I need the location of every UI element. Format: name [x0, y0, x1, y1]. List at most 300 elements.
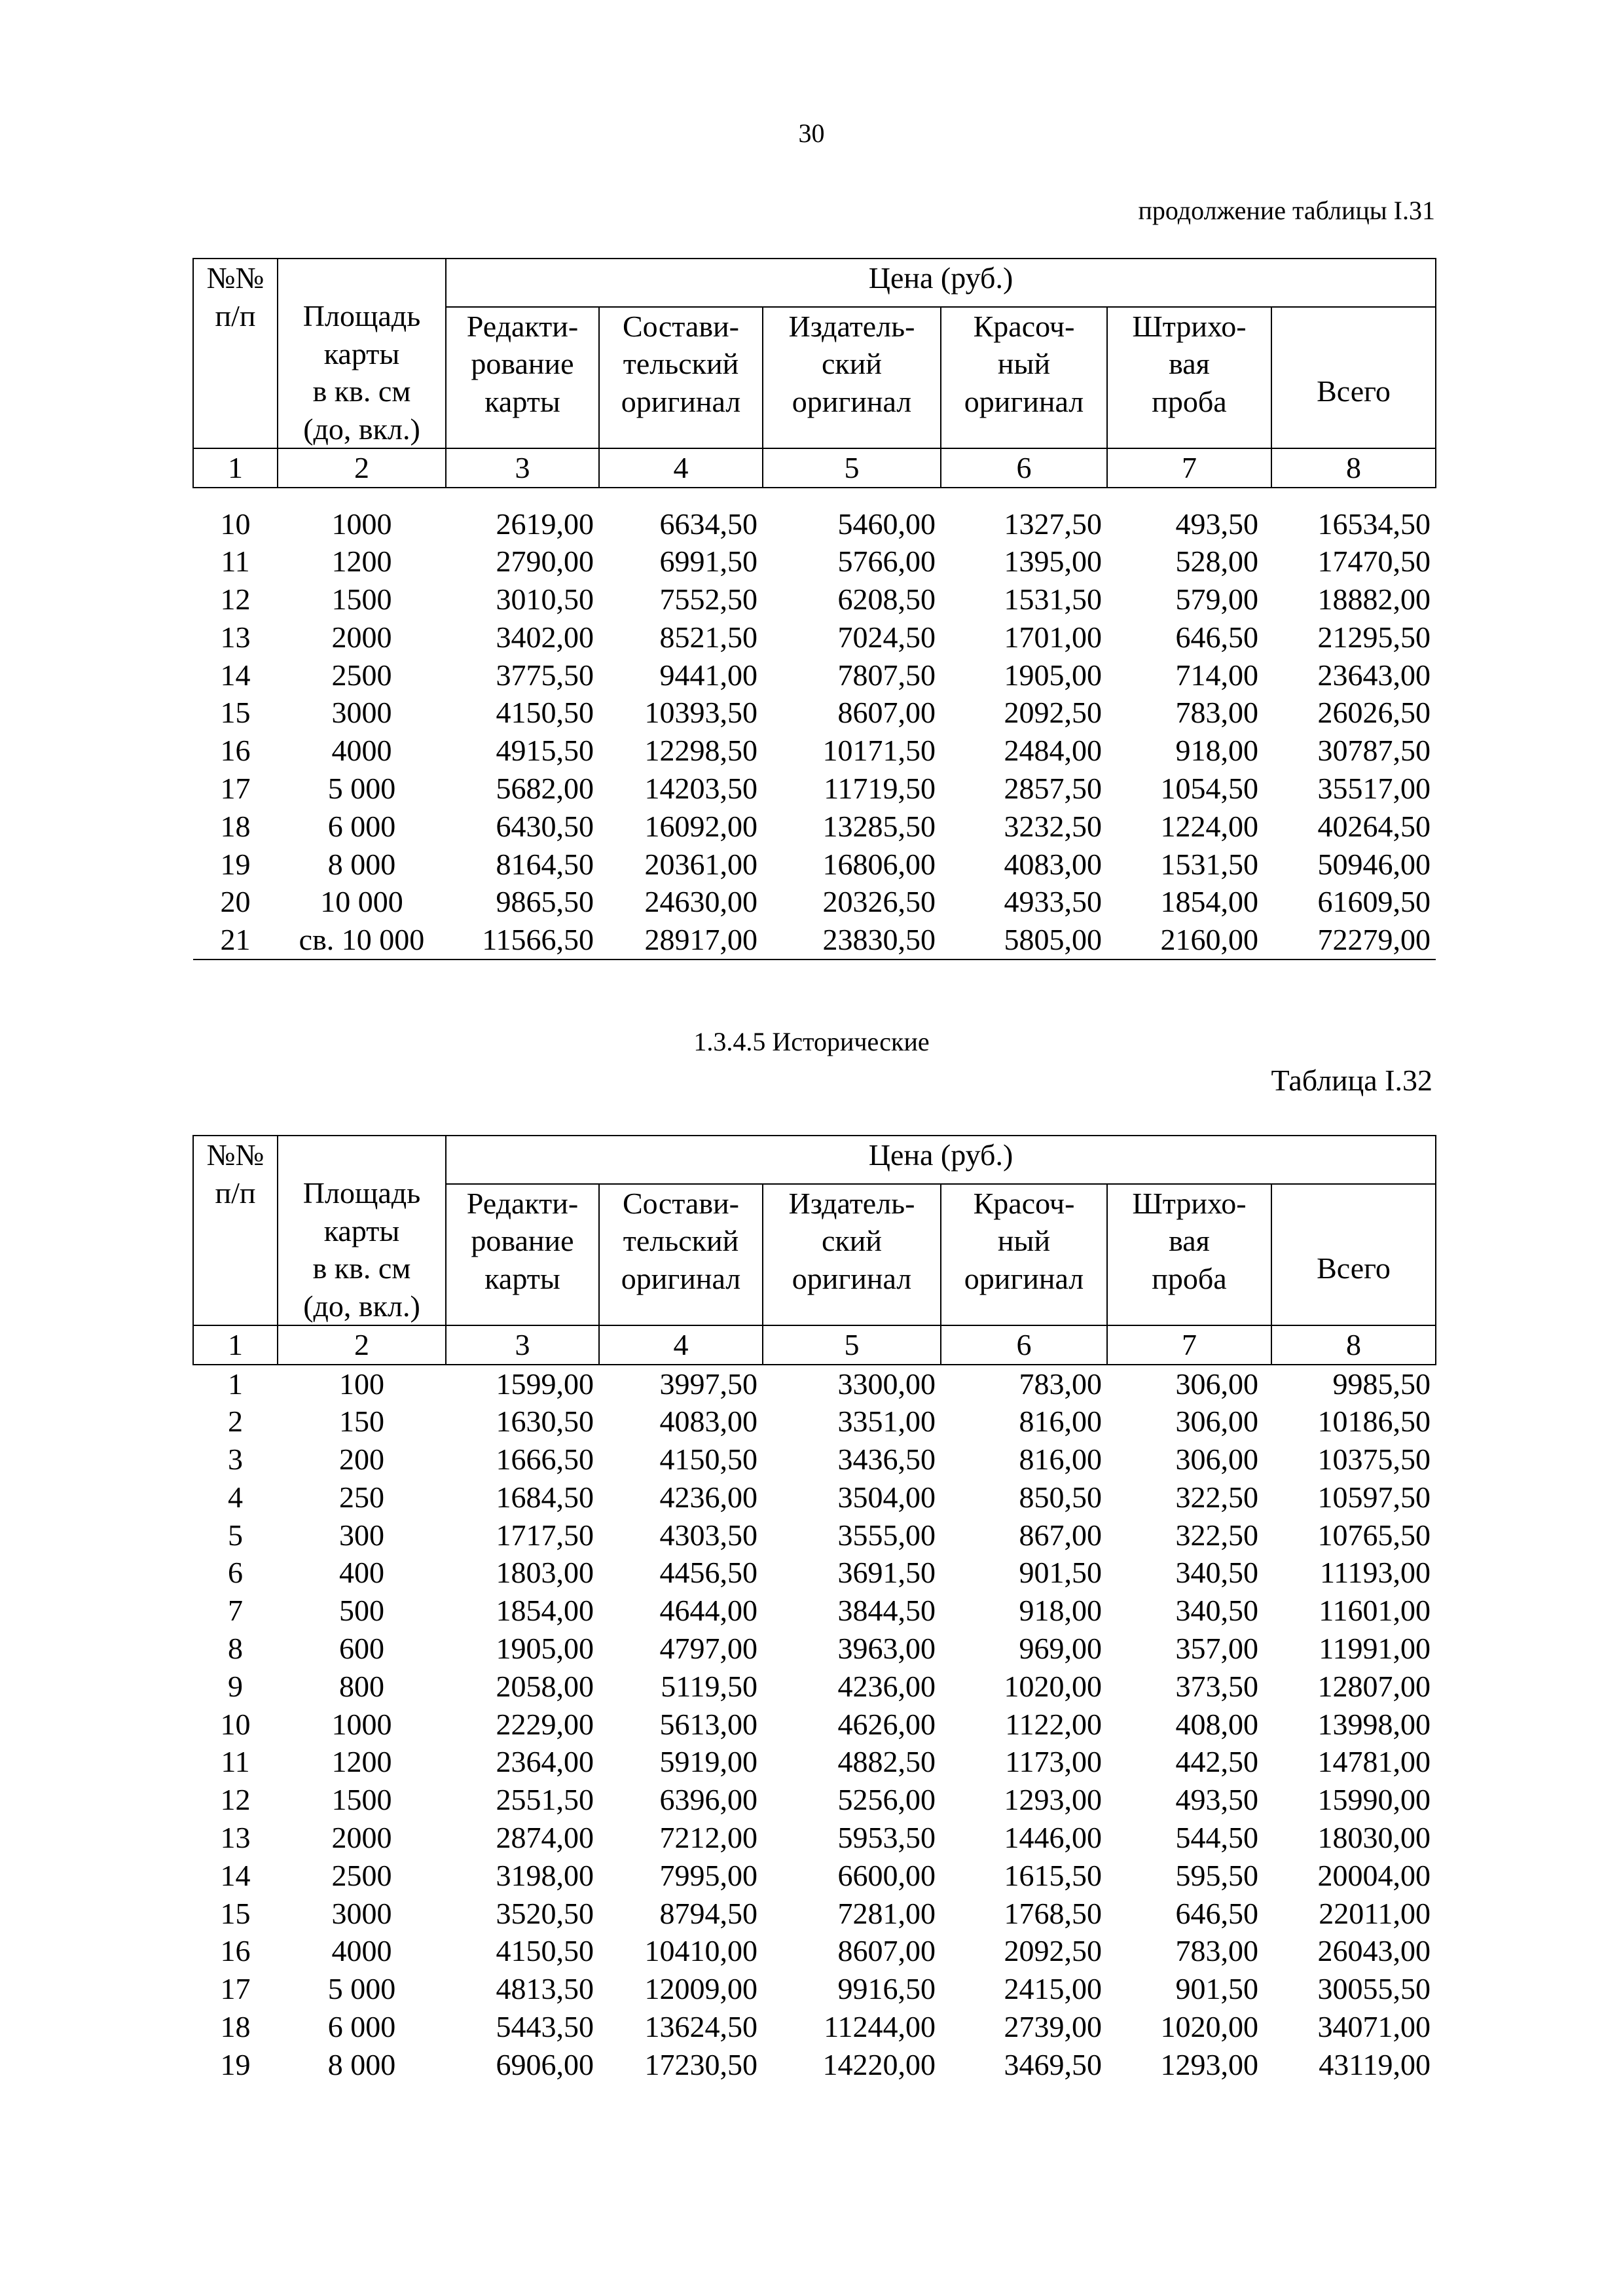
table-row — [193, 1706, 1436, 1744]
table-header — [193, 259, 1436, 488]
editing-price-cell: 6430,50 — [496, 809, 594, 843]
row-number-cell: 19 — [220, 847, 251, 881]
row-number-cell: 15 — [220, 696, 251, 730]
row-number-cell: 11 — [221, 1745, 250, 1779]
total-price-cell: 30787,50 — [1317, 734, 1431, 768]
editing-price-cell: 2551,50 — [496, 1783, 594, 1817]
compiling-price-cell: 3997,50 — [659, 1367, 757, 1401]
proof-price-cell: 544,50 — [1175, 1821, 1258, 1855]
row-number-cell: 13 — [220, 1821, 251, 1855]
compiling-price-cell: 13624,50 — [644, 2010, 757, 2044]
column-number: 3 — [446, 448, 599, 488]
row-number-cell: 12 — [220, 583, 251, 617]
editing-price-cell: 1854,00 — [496, 1594, 594, 1628]
compiling-price-cell: 10410,00 — [644, 1934, 757, 1968]
editing-price-cell: 4813,50 — [496, 1972, 594, 2006]
area-cell: 4000 — [331, 1934, 392, 1968]
table-row — [193, 694, 1436, 732]
header-number: №№ п/п — [193, 259, 278, 448]
table-row — [193, 1781, 1436, 1819]
publishing-price-cell: 6208,50 — [837, 583, 936, 617]
area-cell: 400 — [339, 1556, 384, 1590]
total-price-cell: 10597,50 — [1317, 1480, 1431, 1514]
area-cell: 2000 — [331, 620, 392, 654]
color-price-cell: 816,00 — [1019, 1443, 1102, 1477]
publishing-price-cell: 9916,50 — [837, 1972, 936, 2006]
table-row — [193, 1403, 1436, 1441]
editing-price-cell: 2364,00 — [496, 1745, 594, 1779]
row-number-cell: 9 — [228, 1669, 243, 1703]
area-cell: 250 — [339, 1480, 384, 1514]
color-price-cell: 1905,00 — [1004, 658, 1102, 692]
table-row — [193, 619, 1436, 656]
proof-price-cell: 595,50 — [1175, 1858, 1258, 1892]
area-cell: 500 — [339, 1594, 384, 1628]
publishing-price-cell: 7024,50 — [837, 620, 936, 654]
table-row — [193, 1932, 1436, 1970]
column-number: 6 — [941, 1325, 1107, 1365]
proof-price-cell: 579,00 — [1175, 583, 1258, 617]
column-number: 7 — [1107, 448, 1271, 488]
area-cell: 8 000 — [327, 847, 396, 881]
proof-price-cell: 1854,00 — [1160, 885, 1258, 919]
header-color: Красоч- ный оригинал — [941, 1184, 1107, 1325]
total-price-cell: 21295,50 — [1317, 620, 1431, 654]
compiling-price-cell: 17230,50 — [644, 2047, 757, 2081]
area-cell: 8 000 — [327, 2047, 396, 2081]
table-row — [193, 732, 1436, 770]
editing-price-cell: 3775,50 — [496, 658, 594, 692]
publishing-price-cell: 5256,00 — [837, 1783, 936, 1817]
row-number-cell: 10 — [220, 507, 251, 541]
total-price-cell: 72279,00 — [1271, 921, 1436, 960]
total-price-cell: 15990,00 — [1317, 1783, 1431, 1817]
table-body — [193, 488, 1436, 960]
table-row — [193, 2046, 1436, 2084]
compiling-price-cell: 4236,00 — [659, 1480, 757, 1514]
total-price-cell: 13998,00 — [1317, 1707, 1431, 1741]
total-price-cell: 18030,00 — [1317, 1821, 1431, 1855]
publishing-price-cell: 8607,00 — [837, 1934, 936, 1968]
row-number-cell: 16 — [220, 734, 251, 768]
publishing-price-cell: 7281,00 — [837, 1896, 936, 1930]
row-number-cell: 12 — [220, 1783, 251, 1817]
compiling-price-cell: 5613,00 — [659, 1707, 757, 1741]
publishing-price-cell: 11244,00 — [824, 2010, 936, 2044]
row-number-cell: 7 — [228, 1594, 243, 1628]
table-row — [193, 921, 1436, 960]
proof-price-cell: 646,50 — [1175, 1896, 1258, 1930]
table-row — [193, 543, 1436, 581]
table-row — [193, 770, 1436, 808]
color-price-cell: 2857,50 — [1004, 772, 1102, 806]
total-price-cell: 26043,00 — [1317, 1934, 1431, 1968]
proof-price-cell: 408,00 — [1175, 1707, 1258, 1741]
editing-price-cell: 2619,00 — [496, 507, 594, 541]
editing-price-cell: 1905,00 — [496, 1632, 594, 1666]
area-cell: св. 10 000 — [278, 921, 446, 960]
color-price-cell: 783,00 — [1019, 1367, 1102, 1401]
total-price-cell: 30055,50 — [1317, 1972, 1431, 2006]
row-number-cell: 16 — [220, 1934, 251, 1968]
header-price-group: Цена (руб.) — [446, 259, 1436, 307]
row-number-cell: 8 — [228, 1632, 243, 1666]
publishing-price-cell: 5953,50 — [837, 1821, 936, 1855]
row-number-cell: 11 — [221, 545, 250, 579]
compiling-price-cell: 4303,50 — [659, 1518, 757, 1552]
area-cell: 1000 — [331, 507, 392, 541]
color-price-cell: 2092,50 — [1004, 696, 1102, 730]
table-row — [193, 1895, 1436, 1933]
total-price-cell: 61609,50 — [1317, 885, 1431, 919]
color-price-cell: 1701,00 — [1004, 620, 1102, 654]
area-cell: 1000 — [331, 1707, 392, 1741]
column-number: 7 — [1107, 1325, 1271, 1365]
total-price-cell: 16534,50 — [1317, 507, 1431, 541]
editing-price-cell: 8164,50 — [496, 847, 594, 881]
row-number-cell: 4 — [228, 1480, 243, 1514]
compiling-price-cell: 6634,50 — [659, 507, 757, 541]
area-cell: 3000 — [331, 696, 392, 730]
proof-price-cell: 1020,00 — [1160, 2010, 1258, 2044]
proof-price-cell: 714,00 — [1175, 658, 1258, 692]
editing-price-cell: 4150,50 — [496, 1934, 594, 1968]
area-cell: 1500 — [331, 583, 392, 617]
color-price-cell: 1122,00 — [1005, 1707, 1102, 1741]
header-area: Площадь карты в кв. см (до, вкл.) — [278, 1136, 446, 1325]
color-price-cell: 3469,50 — [1004, 2047, 1102, 2081]
row-number-cell: 18 — [220, 809, 251, 843]
color-price-cell: 1293,00 — [1004, 1783, 1102, 1817]
table-row — [193, 1743, 1436, 1781]
row-number-cell: 13 — [220, 620, 251, 654]
table-row — [193, 505, 1436, 543]
area-cell: 10 000 — [320, 885, 403, 919]
column-number: 1 — [193, 1325, 278, 1365]
compiling-price-cell: 5119,50 — [661, 1669, 757, 1703]
total-price-cell: 40264,50 — [1317, 809, 1431, 843]
proof-price-cell: 1293,00 — [1160, 2047, 1258, 2081]
header-publishing: Издатель- ский оригинал — [763, 307, 941, 448]
compiling-price-cell: 4797,00 — [659, 1632, 757, 1666]
compiling-price-cell: 9441,00 — [659, 658, 757, 692]
proof-price-cell: 783,00 — [1175, 696, 1258, 730]
section-title: 1.3.4.5 Исторические — [693, 1027, 930, 1056]
editing-price-cell: 4150,50 — [496, 696, 594, 730]
area-cell: 200 — [339, 1443, 384, 1477]
table-body — [193, 1365, 1436, 2084]
column-number: 2 — [278, 448, 446, 488]
color-price-cell: 2415,00 — [1004, 1972, 1102, 2006]
total-price-cell: 11601,00 — [1319, 1594, 1431, 1628]
area-cell: 2500 — [331, 658, 392, 692]
compiling-price-cell: 7552,50 — [659, 583, 757, 617]
total-price-cell: 11193,00 — [1319, 1556, 1431, 1590]
header-area: Площадь карты в кв. см (до, вкл.) — [278, 259, 446, 448]
total-price-cell: 22011,00 — [1319, 1896, 1431, 1930]
color-price-cell: 2484,00 — [1004, 734, 1102, 768]
compiling-price-cell: 28917,00 — [599, 921, 763, 960]
publishing-price-cell: 3504,00 — [837, 1480, 936, 1514]
table-row — [193, 808, 1436, 846]
publishing-price-cell: 8607,00 — [837, 696, 936, 730]
total-price-cell: 35517,00 — [1317, 772, 1431, 806]
table-row — [193, 1365, 1436, 1403]
proof-price-cell: 783,00 — [1175, 1934, 1258, 1968]
compiling-price-cell: 6991,50 — [659, 545, 757, 579]
table-row — [193, 883, 1436, 921]
color-price-cell: 1395,00 — [1004, 545, 1102, 579]
editing-price-cell: 3198,00 — [496, 1858, 594, 1892]
compiling-price-cell: 4456,50 — [659, 1556, 757, 1590]
color-price-cell: 5805,00 — [941, 921, 1107, 960]
total-price-cell: 12807,00 — [1317, 1669, 1431, 1703]
table-row — [193, 846, 1436, 884]
row-number-cell: 19 — [220, 2047, 251, 2081]
publishing-price-cell: 3351,00 — [837, 1405, 936, 1439]
editing-price-cell: 2229,00 — [496, 1707, 594, 1741]
editing-price-cell: 1684,50 — [496, 1480, 594, 1514]
color-price-cell: 1327,50 — [1004, 507, 1102, 541]
area-cell: 3000 — [331, 1896, 392, 1930]
header-editing: Редакти- рование карты — [446, 307, 599, 448]
color-price-cell: 850,50 — [1019, 1480, 1102, 1514]
column-number: 8 — [1271, 1325, 1436, 1365]
area-cell: 6 000 — [327, 809, 396, 843]
publishing-price-cell: 3844,50 — [837, 1594, 936, 1628]
total-price-cell: 18882,00 — [1317, 583, 1431, 617]
area-cell: 1200 — [331, 545, 392, 579]
color-price-cell: 1173,00 — [1005, 1745, 1102, 1779]
total-price-cell: 9985,50 — [1332, 1367, 1431, 1401]
area-cell: 600 — [339, 1632, 384, 1666]
column-numbers-row — [193, 1325, 1436, 1365]
header-number: №№ п/п — [193, 1136, 278, 1325]
price-table-continued — [192, 258, 1436, 960]
compiling-price-cell: 4083,00 — [659, 1405, 757, 1439]
row-number-cell: 2 — [228, 1405, 243, 1439]
total-price-cell: 17470,50 — [1317, 545, 1431, 579]
compiling-price-cell: 12298,50 — [644, 734, 757, 768]
row-number-cell: 1 — [228, 1367, 243, 1401]
header-compiling: Состави- тельский оригинал — [599, 307, 763, 448]
editing-price-cell: 3402,00 — [496, 620, 594, 654]
area-cell: 300 — [339, 1518, 384, 1552]
proof-price-cell: 340,50 — [1175, 1594, 1258, 1628]
total-price-cell: 34071,00 — [1317, 2010, 1431, 2044]
proof-price-cell: 646,50 — [1175, 620, 1258, 654]
total-price-cell: 14781,00 — [1317, 1745, 1431, 1779]
column-number: 6 — [941, 448, 1107, 488]
proof-price-cell: 1224,00 — [1160, 809, 1258, 843]
proof-price-cell: 306,00 — [1175, 1405, 1258, 1439]
area-cell: 2500 — [331, 1858, 392, 1892]
editing-price-cell: 11566,50 — [446, 921, 599, 960]
publishing-price-cell: 23830,50 — [763, 921, 941, 960]
table-row — [193, 656, 1436, 694]
area-cell: 1200 — [331, 1745, 392, 1779]
area-cell: 5 000 — [327, 1972, 396, 2006]
column-numbers-row — [193, 448, 1436, 488]
editing-price-cell: 1666,50 — [496, 1443, 594, 1477]
editing-price-cell: 3010,50 — [496, 583, 594, 617]
table-row — [193, 1630, 1436, 1668]
color-price-cell: 3232,50 — [1004, 809, 1102, 843]
total-price-cell: 50946,00 — [1317, 847, 1431, 881]
compiling-price-cell: 8794,50 — [659, 1896, 757, 1930]
continuation-caption: продолжение таблицы I.31 — [1138, 196, 1435, 225]
publishing-price-cell: 5460,00 — [837, 507, 936, 541]
column-number: 3 — [446, 1325, 599, 1365]
column-number: 4 — [599, 1325, 763, 1365]
proof-price-cell: 918,00 — [1175, 734, 1258, 768]
table-row — [193, 1592, 1436, 1630]
proof-price-cell: 373,50 — [1175, 1669, 1258, 1703]
editing-price-cell: 9865,50 — [496, 885, 594, 919]
proof-price-cell: 1531,50 — [1160, 847, 1258, 881]
compiling-price-cell: 10393,50 — [644, 696, 757, 730]
area-cell: 5 000 — [327, 772, 396, 806]
compiling-price-cell: 7212,00 — [659, 1821, 757, 1855]
compiling-price-cell: 20361,00 — [644, 847, 757, 881]
table-caption: Таблица I.32 — [1271, 1064, 1432, 1097]
column-number: 2 — [278, 1325, 446, 1365]
column-number: 5 — [763, 448, 941, 488]
compiling-price-cell: 4644,00 — [659, 1594, 757, 1628]
publishing-price-cell: 7807,50 — [837, 658, 936, 692]
compiling-price-cell: 6396,00 — [659, 1783, 757, 1817]
publishing-price-cell: 3436,50 — [837, 1443, 936, 1477]
table-row — [193, 1970, 1436, 2008]
price-table-historical — [192, 1135, 1436, 2084]
table-row — [193, 581, 1436, 619]
row-number-cell: 5 — [228, 1518, 243, 1552]
area-cell: 1500 — [331, 1783, 392, 1817]
proof-price-cell: 306,00 — [1175, 1367, 1258, 1401]
proof-price-cell: 442,50 — [1175, 1745, 1258, 1779]
proof-price-cell: 306,00 — [1175, 1443, 1258, 1477]
editing-price-cell: 6906,00 — [496, 2047, 594, 2081]
area-cell: 800 — [339, 1669, 384, 1703]
header-proof: Штрихо- вая проба — [1107, 1184, 1271, 1325]
editing-price-cell: 1803,00 — [496, 1556, 594, 1590]
header-price-group: Цена (руб.) — [446, 1136, 1436, 1184]
spacer-cell — [193, 488, 1436, 505]
total-price-cell: 43119,00 — [1319, 2047, 1431, 2081]
header-compiling: Состави- тельский оригинал — [599, 1184, 763, 1325]
row-number-cell: 17 — [220, 772, 251, 806]
proof-price-cell: 493,50 — [1175, 507, 1258, 541]
publishing-price-cell: 6600,00 — [837, 1858, 936, 1892]
area-cell: 6 000 — [327, 2010, 396, 2044]
row-number-cell: 10 — [220, 1707, 251, 1741]
total-price-cell: 26026,50 — [1317, 696, 1431, 730]
proof-price-cell: 2160,00 — [1107, 921, 1271, 960]
column-number: 1 — [193, 448, 278, 488]
compiling-price-cell: 8521,50 — [659, 620, 757, 654]
publishing-price-cell: 3691,50 — [837, 1556, 936, 1590]
proof-price-cell: 493,50 — [1175, 1783, 1258, 1817]
page-number: 30 — [798, 118, 825, 148]
table-row — [193, 1441, 1436, 1479]
area-cell: 4000 — [331, 734, 392, 768]
color-price-cell: 4083,00 — [1004, 847, 1102, 881]
row-number-cell: 14 — [220, 658, 251, 692]
color-price-cell: 969,00 — [1019, 1632, 1102, 1666]
proof-price-cell: 322,50 — [1175, 1518, 1258, 1552]
table-row — [193, 1668, 1436, 1706]
publishing-price-cell: 3963,00 — [837, 1632, 936, 1666]
editing-price-cell: 2790,00 — [496, 545, 594, 579]
color-price-cell: 901,50 — [1019, 1556, 1102, 1590]
compiling-price-cell: 4150,50 — [659, 1443, 757, 1477]
row-number-cell: 6 — [228, 1556, 243, 1590]
color-price-cell: 2739,00 — [1004, 2010, 1102, 2044]
area-cell: 100 — [339, 1367, 384, 1401]
color-price-cell: 1768,50 — [1004, 1896, 1102, 1930]
table-header — [193, 1136, 1436, 1365]
table-row — [193, 1479, 1436, 1516]
header-color: Красоч- ный оригинал — [941, 307, 1107, 448]
total-price-cell: 10375,50 — [1317, 1443, 1431, 1477]
column-number: 5 — [763, 1325, 941, 1365]
publishing-price-cell: 3300,00 — [837, 1367, 936, 1401]
editing-price-cell: 5443,50 — [496, 2010, 594, 2044]
color-price-cell: 867,00 — [1019, 1518, 1102, 1552]
proof-price-cell: 528,00 — [1175, 545, 1258, 579]
table-row — [193, 1554, 1436, 1592]
proof-price-cell: 357,00 — [1175, 1632, 1258, 1666]
table-row — [193, 1819, 1436, 1857]
color-price-cell: 918,00 — [1019, 1594, 1102, 1628]
proof-price-cell: 1054,50 — [1160, 772, 1258, 806]
publishing-price-cell: 4882,50 — [837, 1745, 936, 1779]
color-price-cell: 1446,00 — [1004, 1821, 1102, 1855]
row-number-cell: 18 — [220, 2010, 251, 2044]
compiling-price-cell: 7995,00 — [659, 1858, 757, 1892]
table-row — [193, 1857, 1436, 1895]
row-number-cell: 20 — [220, 885, 251, 919]
publishing-price-cell: 20326,50 — [822, 885, 936, 919]
color-price-cell: 4933,50 — [1004, 885, 1102, 919]
total-price-cell: 20004,00 — [1317, 1858, 1431, 1892]
publishing-price-cell: 5766,00 — [837, 545, 936, 579]
row-number-cell: 17 — [220, 1972, 251, 2006]
publishing-price-cell: 10171,50 — [822, 734, 936, 768]
publishing-price-cell: 13285,50 — [822, 809, 936, 843]
compiling-price-cell: 5919,00 — [659, 1745, 757, 1779]
compiling-price-cell: 24630,00 — [644, 885, 757, 919]
editing-price-cell: 1599,00 — [496, 1367, 594, 1401]
proof-price-cell: 340,50 — [1175, 1556, 1258, 1590]
color-price-cell: 816,00 — [1019, 1405, 1102, 1439]
editing-price-cell: 2058,00 — [496, 1669, 594, 1703]
compiling-price-cell: 12009,00 — [644, 1972, 757, 2006]
color-price-cell: 2092,50 — [1004, 1934, 1102, 1968]
editing-price-cell: 5682,00 — [496, 772, 594, 806]
area-cell: 2000 — [331, 1821, 392, 1855]
publishing-price-cell: 11719,50 — [824, 772, 936, 806]
header-total: Всего — [1271, 1184, 1436, 1325]
publishing-price-cell: 16806,00 — [822, 847, 936, 881]
row-number-cell: 15 — [220, 1896, 251, 1930]
spacer-row — [193, 488, 1436, 505]
header-proof: Штрихо- вая проба — [1107, 307, 1271, 448]
row-number-cell: 14 — [220, 1858, 251, 1892]
editing-price-cell: 3520,50 — [496, 1896, 594, 1930]
color-price-cell: 1020,00 — [1004, 1669, 1102, 1703]
color-price-cell: 1531,50 — [1004, 583, 1102, 617]
